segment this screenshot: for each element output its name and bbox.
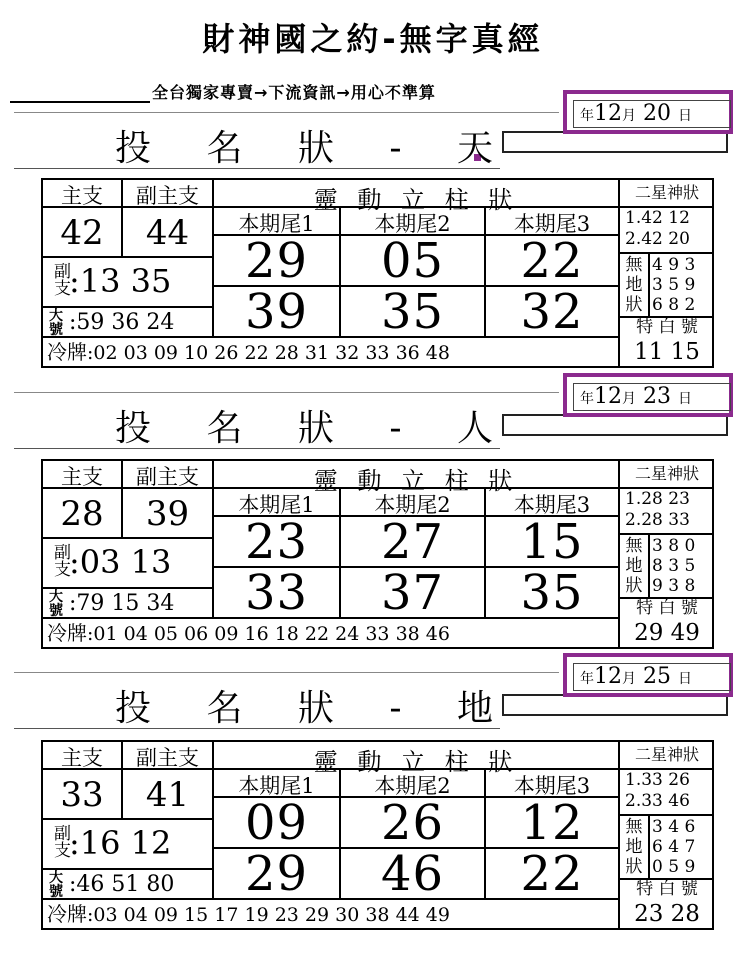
fu-zhi-label: 副支 [50,824,70,858]
wudi-row: 4 9 3 [652,255,696,275]
special-label: 特 白 號 [636,317,698,337]
cold-row [43,338,618,366]
main-value: 33 [43,770,123,820]
da-hao-cell [43,308,214,338]
main-label: 主支 [43,742,123,770]
tail1-label: 本期尾1 [214,489,341,517]
sub-main-value: 39 [123,489,214,539]
cold-value: :03 04 09 15 17 19 23 29 30 38 44 49 [87,904,450,926]
divider [14,672,559,673]
cold-value: :01 04 05 06 09 16 18 22 24 33 38 46 [87,623,450,645]
divider [14,728,500,729]
wudi-cell [620,535,714,599]
two-star-values [620,206,714,254]
fu-zhi-value: :13 35 [69,262,172,300]
two-star-1: 1.33 26 [625,770,690,790]
wudi-label: 無 地 狀 [620,254,650,316]
special-value: 11 15 [634,339,700,365]
tail2-bottom: 35 [341,287,486,338]
tail3-top: 12 [486,798,618,849]
wudi-label: 無 地 狀 [620,816,650,878]
tail2-label: 本期尾2 [341,770,486,798]
tail2-bottom: 37 [341,568,486,619]
two-star-label: 二星神狀 [620,180,714,208]
cold-label: 冷牌 [47,340,87,364]
section-name: 投 名 狀 - 天 [115,128,515,169]
tail1-top: 09 [214,798,341,849]
tail2-label: 本期尾2 [341,208,486,236]
sub-main-value: 41 [123,770,214,820]
fu-zhi-label: 副支 [50,543,70,577]
fu-zhi-cell [43,820,214,870]
fu-zhi-label: 副支 [50,262,70,296]
page-title: 財神國之約-無字真經 [202,20,544,58]
right-panel [618,742,712,928]
main-value: 28 [43,489,123,539]
tail3-label: 本期尾3 [486,489,618,517]
sub-main-label: 副主支 [123,742,214,770]
tail1-label: 本期尾1 [214,208,341,236]
two-star-1: 1.28 23 [625,489,690,509]
two-star-label: 二星神狀 [620,461,714,489]
wudi-row: 9 3 8 [652,576,696,596]
tail1-top: 29 [214,236,341,287]
tail2-top: 26 [341,798,486,849]
cold-row [43,619,618,647]
tail3-label: 本期尾3 [486,770,618,798]
wudi-cell [620,254,714,318]
tail2-top: 05 [341,236,486,287]
special-label: 特 白 號 [636,879,698,899]
da-hao-value: :79 15 34 [69,591,175,616]
wudi-values [652,255,695,315]
cold-label: 冷牌 [47,902,87,926]
date-box [563,653,733,697]
da-hao-cell [43,589,214,619]
wudi-row: 3 8 0 [652,536,696,556]
special-value: 23 28 [634,901,700,927]
date-slot [502,131,728,153]
wudi-row: 0 5 9 [652,857,696,877]
tail1-bottom: 33 [214,568,341,619]
pillar-header: 靈 動 立 柱 狀 [214,180,618,208]
tail2-bottom: 46 [341,849,486,900]
tail3-bottom: 22 [486,849,618,900]
wudi-row: 6 8 2 [652,295,696,315]
wudi-values [652,536,695,596]
section-name: 投 名 狀 - 人 [115,408,515,449]
tail3-bottom: 32 [486,287,618,338]
main-label: 主支 [43,461,123,489]
da-hao-cell [43,870,214,900]
wudi-row: 3 5 9 [652,275,696,295]
wudi-label: 無 地 狀 [620,535,650,597]
subtitle: 全台獨家專賣→下流資訊→用心不準算 [152,83,436,102]
da-hao-label: 大 號 [49,870,63,900]
divider [14,448,500,449]
tail2-top: 27 [341,517,486,568]
cold-row [43,900,618,928]
wudi-cell [620,816,714,880]
right-panel [618,461,712,647]
fu-zhi-cell [43,539,214,589]
fu-zhi-value: :03 13 [69,543,172,581]
divider [14,168,500,169]
number-table [41,178,714,368]
special-label: 特 白 號 [636,598,698,618]
divider [14,112,559,113]
wudi-row: 8 3 5 [652,556,696,576]
date-box [563,90,733,134]
number-table [41,459,714,649]
wudi-row: 3 4 6 [652,817,696,837]
tail2-label: 本期尾2 [341,489,486,517]
da-hao-value: :46 51 80 [69,872,175,897]
right-panel [618,180,712,366]
two-star-1: 1.42 12 [625,208,690,228]
cold-label: 冷牌 [47,621,87,645]
divider [14,392,559,393]
tail3-label: 本期尾3 [486,208,618,236]
number-table [41,740,714,930]
main-label: 主支 [43,180,123,208]
date-slot [502,414,728,436]
sub-main-label: 副主支 [123,461,214,489]
date-text: 年12月 23 日 [573,383,731,411]
divider [10,101,150,103]
pillar-header: 靈 動 立 柱 狀 [214,742,618,770]
two-star-values [620,487,714,535]
section-name: 投 名 狀 - 地 [115,688,515,729]
wudi-row: 6 4 7 [652,837,696,857]
pillar-header: 靈 動 立 柱 狀 [214,461,618,489]
fu-zhi-value: :16 12 [69,824,172,862]
wudi-values [652,817,695,877]
date-box [563,373,733,417]
tail3-top: 22 [486,236,618,287]
date-slot [502,694,728,716]
tail1-label: 本期尾1 [214,770,341,798]
tail1-bottom: 29 [214,849,341,900]
tail3-top: 15 [486,517,618,568]
tail1-top: 23 [214,517,341,568]
two-star-label: 二星神狀 [620,742,714,770]
fu-zhi-cell [43,258,214,308]
two-star-values [620,768,714,816]
tail3-bottom: 35 [486,568,618,619]
two-star-2: 2.42 20 [625,229,690,249]
special-value: 29 49 [634,620,700,646]
date-text: 年12月 20 日 [573,100,731,128]
da-hao-label: 大 號 [49,308,63,338]
cold-value: :02 03 09 10 26 22 28 31 32 33 36 48 [87,342,450,364]
da-hao-value: :59 36 24 [69,310,175,335]
date-text: 年12月 25 日 [573,663,731,691]
tail1-bottom: 39 [214,287,341,338]
sub-main-value: 44 [123,208,214,258]
sub-main-label: 副主支 [123,180,214,208]
da-hao-label: 大 號 [49,589,63,619]
two-star-2: 2.28 33 [625,510,690,530]
two-star-2: 2.33 46 [625,791,690,811]
main-value: 42 [43,208,123,258]
